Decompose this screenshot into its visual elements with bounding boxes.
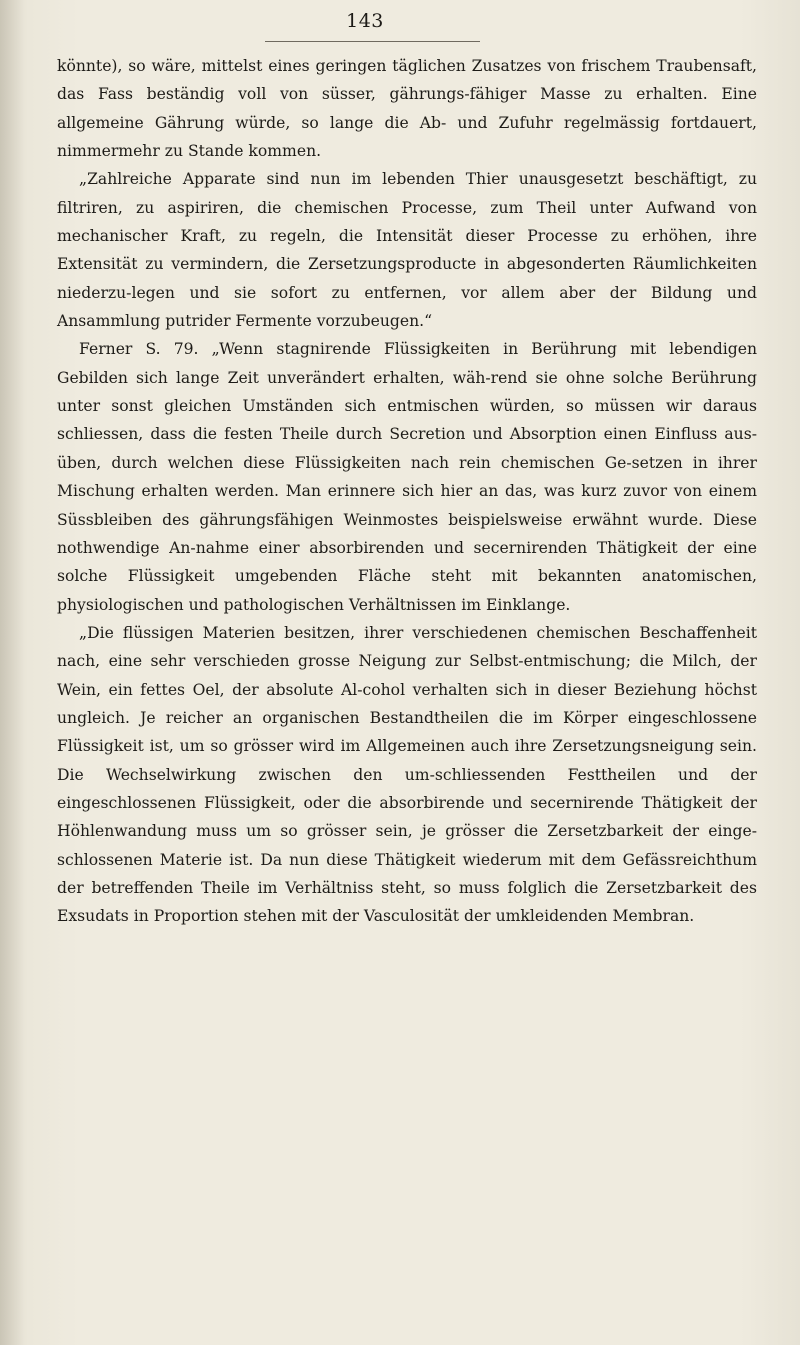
paragraph: Ferner S. 79. „Wenn stagnirende Flüssigkeiten in Berührung mit lebendigen Gebilden sich lange Zeit unverändert erhalten, wäh-rend sie ohne solche Berührung unter sonst gleichen Umständen sich entmischen würden, so müssen wir daraus schliessen, dass die festen Theile durch Secretion und Absorption einen Einfluss aus-üben, durch welchen diese Flüssigkeiten nach rein chemischen Ge-setzen in ihrer Mischung erhalten werden. Man erinnere sich hier an das, was kurz zuvor von einem Süssbleiben des gährungsfähigen Weinmostes beispielsweise erwähnt wurde. Diese nothwendige An-nahme einer absorbirenden und secernirenden Thätigkeit der eine solche Flüssigkeit umgebenden Fläche steht mit bekannten anatomischen, physiologischen und pathologischen Verhältnissen im Einklange.: [57, 340, 757, 614]
paragraph: „Die flüssigen Materien besitzen, ihrer verschiedenen chemischen Beschaffenheit nach, eine sehr verschieden grosse Neigung zur Selbst-entmischung; die Milch, der Wein, ein fettes Oel, der absolute Al-cohol verhalten sich in dieser Beziehung höchst ungleich. Je reicher an organischen Bestandtheilen die im Körper eingeschlossene Flüssigkeit ist, um so grösser wird im Allgemeinen auch ihre Zersetzungsneigung sein. Die Wechselwirkung zwischen den um-schliessenden Festtheilen und der eingeschlossenen Flüssigkeit, oder die absorbirende und secernirende Thätigkeit der Höhlenwandung muss um so grösser sein, je grösser die Zersetzbarkeit der einge-schlossenen Materie ist. Da nun diese Thätigkeit wiederum mit dem Gefässreichthum der betreffenden Theile im Verhältniss steht, so muss folglich die Zersetzbarkeit des Exsudats in Proportion stehen mit der Vasculosität der umkleidenden Membran.: [57, 623, 757, 926]
body-text: [57, 52, 757, 931]
page-number: 143: [346, 10, 384, 32]
header-rule: [265, 41, 480, 42]
paragraph: „Zahlreiche Apparate sind nun im lebenden Thier unausgesetzt beschäftigt, zu filtriren, zu aspiriren, die chemischen Processe, zum Theil unter Aufwand von mechanischer Kraft, zu regeln, die Intensität dieser Processe zu erhöhen, ihre Extensität zu vermindern, die Zersetzungsproducte in abgesonderten Räumlichkeiten niederzu-legen und sie sofort zu entfernen, vor allem aber der Bildung und Ansammlung putrider Fermente vorzubeugen.“: [57, 170, 757, 331]
paragraph: könnte), so wäre, mittelst eines geringen täglichen Zusatzes von frischem Traubensaft, das Fass beständig voll von süsser, gährungs-fähiger Masse zu erhalten. Eine allgemeine Gährung würde, so lange die Ab- und Zufuhr regelmässig fortdauert, nimmermehr zu Stande kommen.: [57, 57, 757, 161]
gutter-shadow: [0, 0, 24, 1345]
